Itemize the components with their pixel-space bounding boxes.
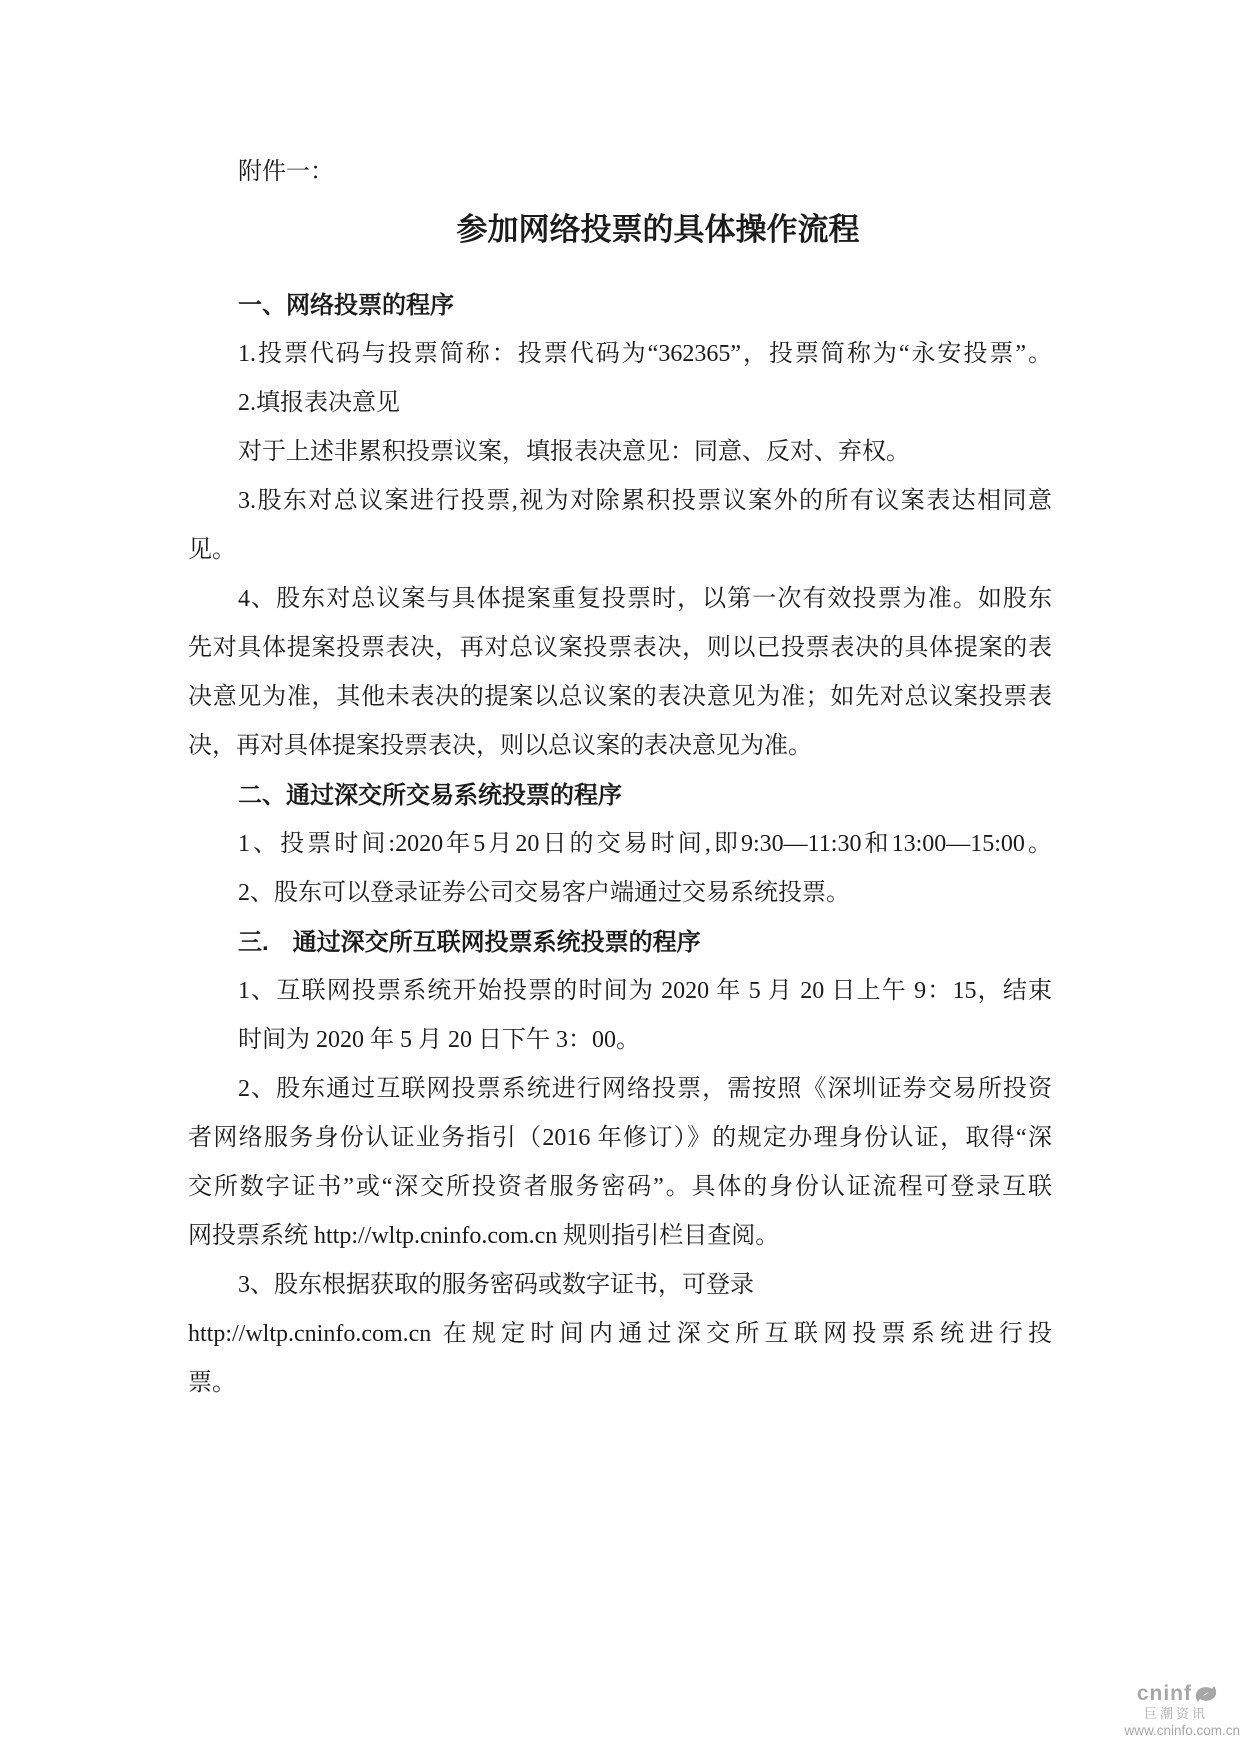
document-line: 见。 xyxy=(188,537,236,563)
cninfo-url: www.cninfo.com.cn xyxy=(1124,1723,1240,1738)
document-line: 决，再对具体提案投票表决，则以总议案的表决意见为准。 xyxy=(188,733,812,759)
document-line: 1.投票代码与投票简称：投票代码为“362365”，投票简称为“永安投票”。 xyxy=(238,341,1052,367)
document-line: 1、互联网投票系统开始投票的时间为 2020 年 5 月 20 日上午 9：15，结束 xyxy=(238,978,1052,1004)
cninfo-logo xyxy=(1110,1682,1240,1739)
document-line: 对于上述非累积投票议案，填报表决意见：同意、反对、弃权。 xyxy=(238,439,910,465)
cninfo-brand-text: cninf xyxy=(1136,1682,1192,1705)
document-line: 先对具体提案投票表决，再对总议案投票表决，则以已投票表决的具体提案的表 xyxy=(188,635,1052,661)
document-line: 者网络服务身份认证业务指引（2016 年修订）》的规定办理身份认证，取得“深 xyxy=(188,1125,1052,1151)
section-heading: 二、通过深交所交易系统投票的程序 xyxy=(238,782,622,809)
section-heading: 一、网络投票的程序 xyxy=(238,292,454,319)
document-line: 网投票系统 http://wltp.cninfo.com.cn 规则指引栏目查阅。 xyxy=(188,1223,780,1249)
document-line: 附件一： xyxy=(238,159,334,185)
cninfo-logo-top xyxy=(1110,1682,1240,1706)
document-line: 2、股东通过互联网投票系统进行网络投票，需按照《深圳证券交易所投资 xyxy=(238,1076,1052,1102)
document-line: 4、股东对总议案与具体提案重复投票时，以第一次有效投票为准。如股东 xyxy=(238,586,1052,612)
document-line: 2、股东可以登录证券公司交易客户端通过交易系统投票。 xyxy=(238,880,850,906)
document-line: 交所数字证书”或“深交所投资者服务密码”。具体的身份认证流程可登录互联 xyxy=(188,1174,1052,1200)
document-line: 3.股东对总议案进行投票,视为对除累积投票议案外的所有议案表达相同意 xyxy=(238,488,1052,514)
document-line: 时间为 2020 年 5 月 20 日下午 3：00。 xyxy=(238,1027,640,1053)
document-title: 参加网络投票的具体操作流程 xyxy=(456,212,860,247)
document-line: 2.填报表决意见 xyxy=(238,390,400,416)
document-line: 票。 xyxy=(188,1370,236,1396)
document-line: http://wltp.cninfo.com.cn 在规定时间内通过深交所互联网投票系统进行投 xyxy=(188,1321,1052,1347)
document-line: 决意见为准，其他未表决的提案以总议案的表决意见为准；如先对总议案投票表 xyxy=(188,684,1052,710)
section-heading: 三. 通过深交所互联网投票系统投票的程序 xyxy=(238,929,701,956)
document-line: 1、投票时间:2020年5月20日的交易时间,即9:30—11:30和13:00—15:00。 xyxy=(238,831,1052,857)
cninfo-swoosh-icon xyxy=(1194,1682,1218,1706)
cninfo-brand-cn: 巨潮资讯 xyxy=(1143,1706,1208,1721)
document-body xyxy=(188,148,1052,1408)
document-line: 3、股东根据获取的服务密码或数字证书，可登录 xyxy=(238,1272,754,1298)
